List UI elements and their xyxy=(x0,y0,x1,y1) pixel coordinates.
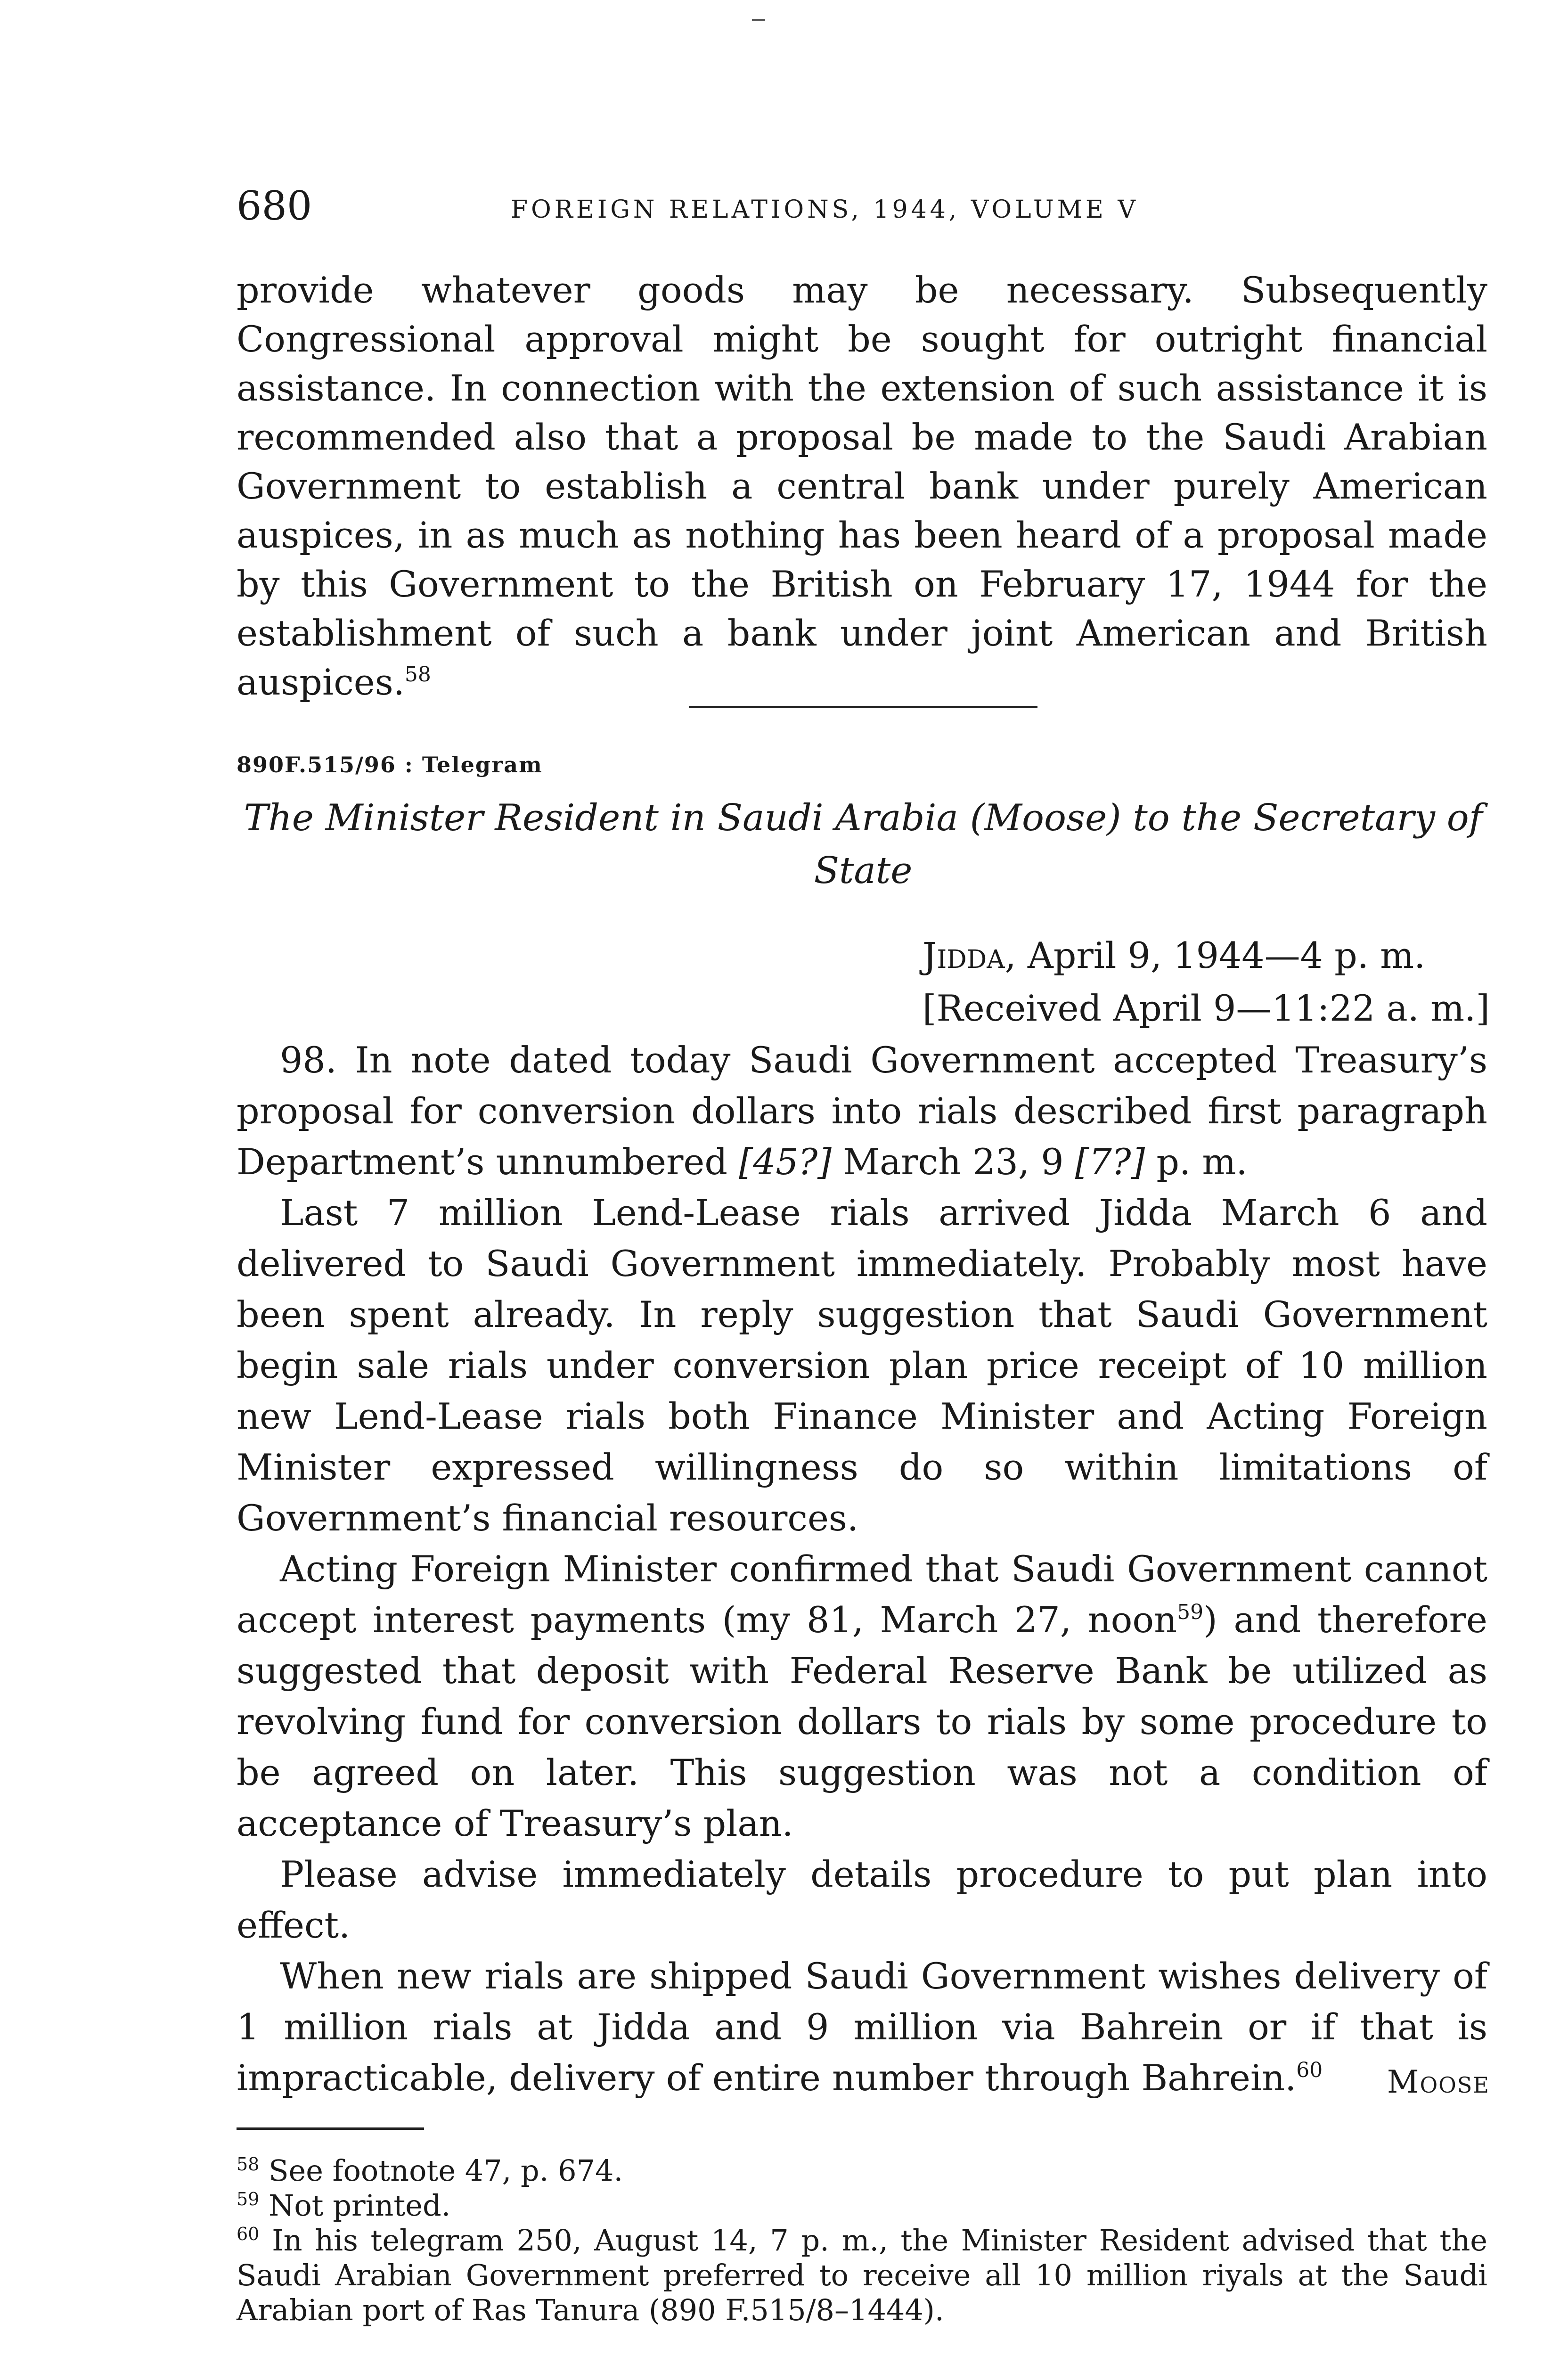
footnote-58 xyxy=(237,2153,1487,2188)
footnote-ref-59: 59 xyxy=(1177,1600,1204,1624)
footnotes xyxy=(237,2153,1487,2328)
telegram-body xyxy=(237,1035,1487,2103)
footnote-number: 58 xyxy=(237,2154,260,2175)
footnote-rule xyxy=(237,2127,424,2130)
running-head: FOREIGN RELATIONS, 1944, VOLUME V xyxy=(511,196,1139,224)
continuation-paragraph xyxy=(237,266,1487,707)
paragraph-3-text-a: Acting Foreign Minister confirmed that Saudi Government cannot accept interest payments (my 81, March 27, noon xyxy=(237,1548,1487,1641)
signature: Moose xyxy=(1387,2064,1490,2100)
section-divider xyxy=(689,706,1037,708)
editorial-insert-2: [7?] xyxy=(1075,1141,1145,1183)
footnote-59 xyxy=(237,2188,1487,2223)
paragraph-1 xyxy=(237,1035,1487,1187)
dateline-place: Jidda, xyxy=(922,934,1016,976)
editorial-insert-1: [45?] xyxy=(739,1141,832,1183)
footnote-number: 59 xyxy=(237,2189,260,2209)
paragraph-5-text: When new rials are shipped Saudi Government wishes delivery of 1 million rials at Jidda and 9 million via Bahrein or if that is impracticable, delivery of entire number through Bahrein. xyxy=(237,1955,1487,2099)
document-title: The Minister Resident in Saudi Arabia (Moose) to the Secretary of State xyxy=(244,797,1483,892)
footnote-number: 60 xyxy=(237,2224,260,2244)
footnote-ref-58: 58 xyxy=(404,663,431,687)
paragraph-1-text-c: p. m. xyxy=(1145,1141,1248,1183)
dateline-date: April 9, 1944—4 p. m. xyxy=(1027,934,1426,976)
file-reference: 890F.515/96 : Telegram xyxy=(237,752,543,777)
top-dash xyxy=(752,19,765,21)
paragraph-4: Please advise immediately details procedure to put plan into effect. xyxy=(237,1853,1487,1946)
page-header xyxy=(237,180,1490,232)
page-number: 680 xyxy=(237,183,312,229)
footnote-60 xyxy=(237,2223,1487,2328)
continuation-text: provide whatever goods may be necessary. Subsequently Congressional approval might be sought for outright financial assistance. In connection with the extension of such assistance it is recommended also that a proposal be made to the Saudi Arabian Government to establish a central bank under purely American auspices, in as much as nothing has been heard of a proposal made by this Government to the British on February 17, 1944 for the establishment of such a bank under joint American and British auspices. xyxy=(237,269,1487,703)
paragraph-1-text-a: 98. In note dated today Saudi Government accepted Treasury’s proposal for conversion dollars into rials described first paragraph Department’s unnumbered xyxy=(237,1039,1487,1183)
paragraph-3 xyxy=(237,1544,1487,1849)
received-line: [Received April 9—11:22 a. m.] xyxy=(922,987,1490,1029)
footnote-text: In his telegram 250, August 14, 7 p. m., the Minister Resident advised that the Saudi Arabian Government preferred to receive all 10 million riyals at the Saudi Arabian port of Ras Tanura (890 F.515/8–1444). xyxy=(237,2223,1487,2327)
paragraph-5 xyxy=(237,1951,1487,2103)
paragraph-3-text-b: ) and therefore suggested that deposit with Federal Reserve Bank be utilized as revolving fund for conversion dollars to rials by some procedure to be agreed on later. This suggestion was not a condition of acceptance of Treasury’s plan. xyxy=(237,1599,1487,1844)
paragraph-2: Last 7 million Lend-Lease rials arrived Jidda March 6 and delivered to Saudi Government immediately. Probably most have been spent already. In reply suggestion that Saudi Government begin sale rials under conversion plan price receipt of 10 million new Lend-Lease rials both Finance Minister and Acting Foreign Minister expressed willingness do so within limitations of Government’s financial resources. xyxy=(237,1192,1487,1539)
dateline xyxy=(923,929,1490,1035)
footnote-text: Not printed. xyxy=(269,2188,451,2223)
footnote-text: See footnote 47, p. 674. xyxy=(269,2153,623,2188)
footnote-ref-60: 60 xyxy=(1296,2058,1323,2082)
paragraph-1-text-b: March 23, 9 xyxy=(831,1141,1075,1183)
